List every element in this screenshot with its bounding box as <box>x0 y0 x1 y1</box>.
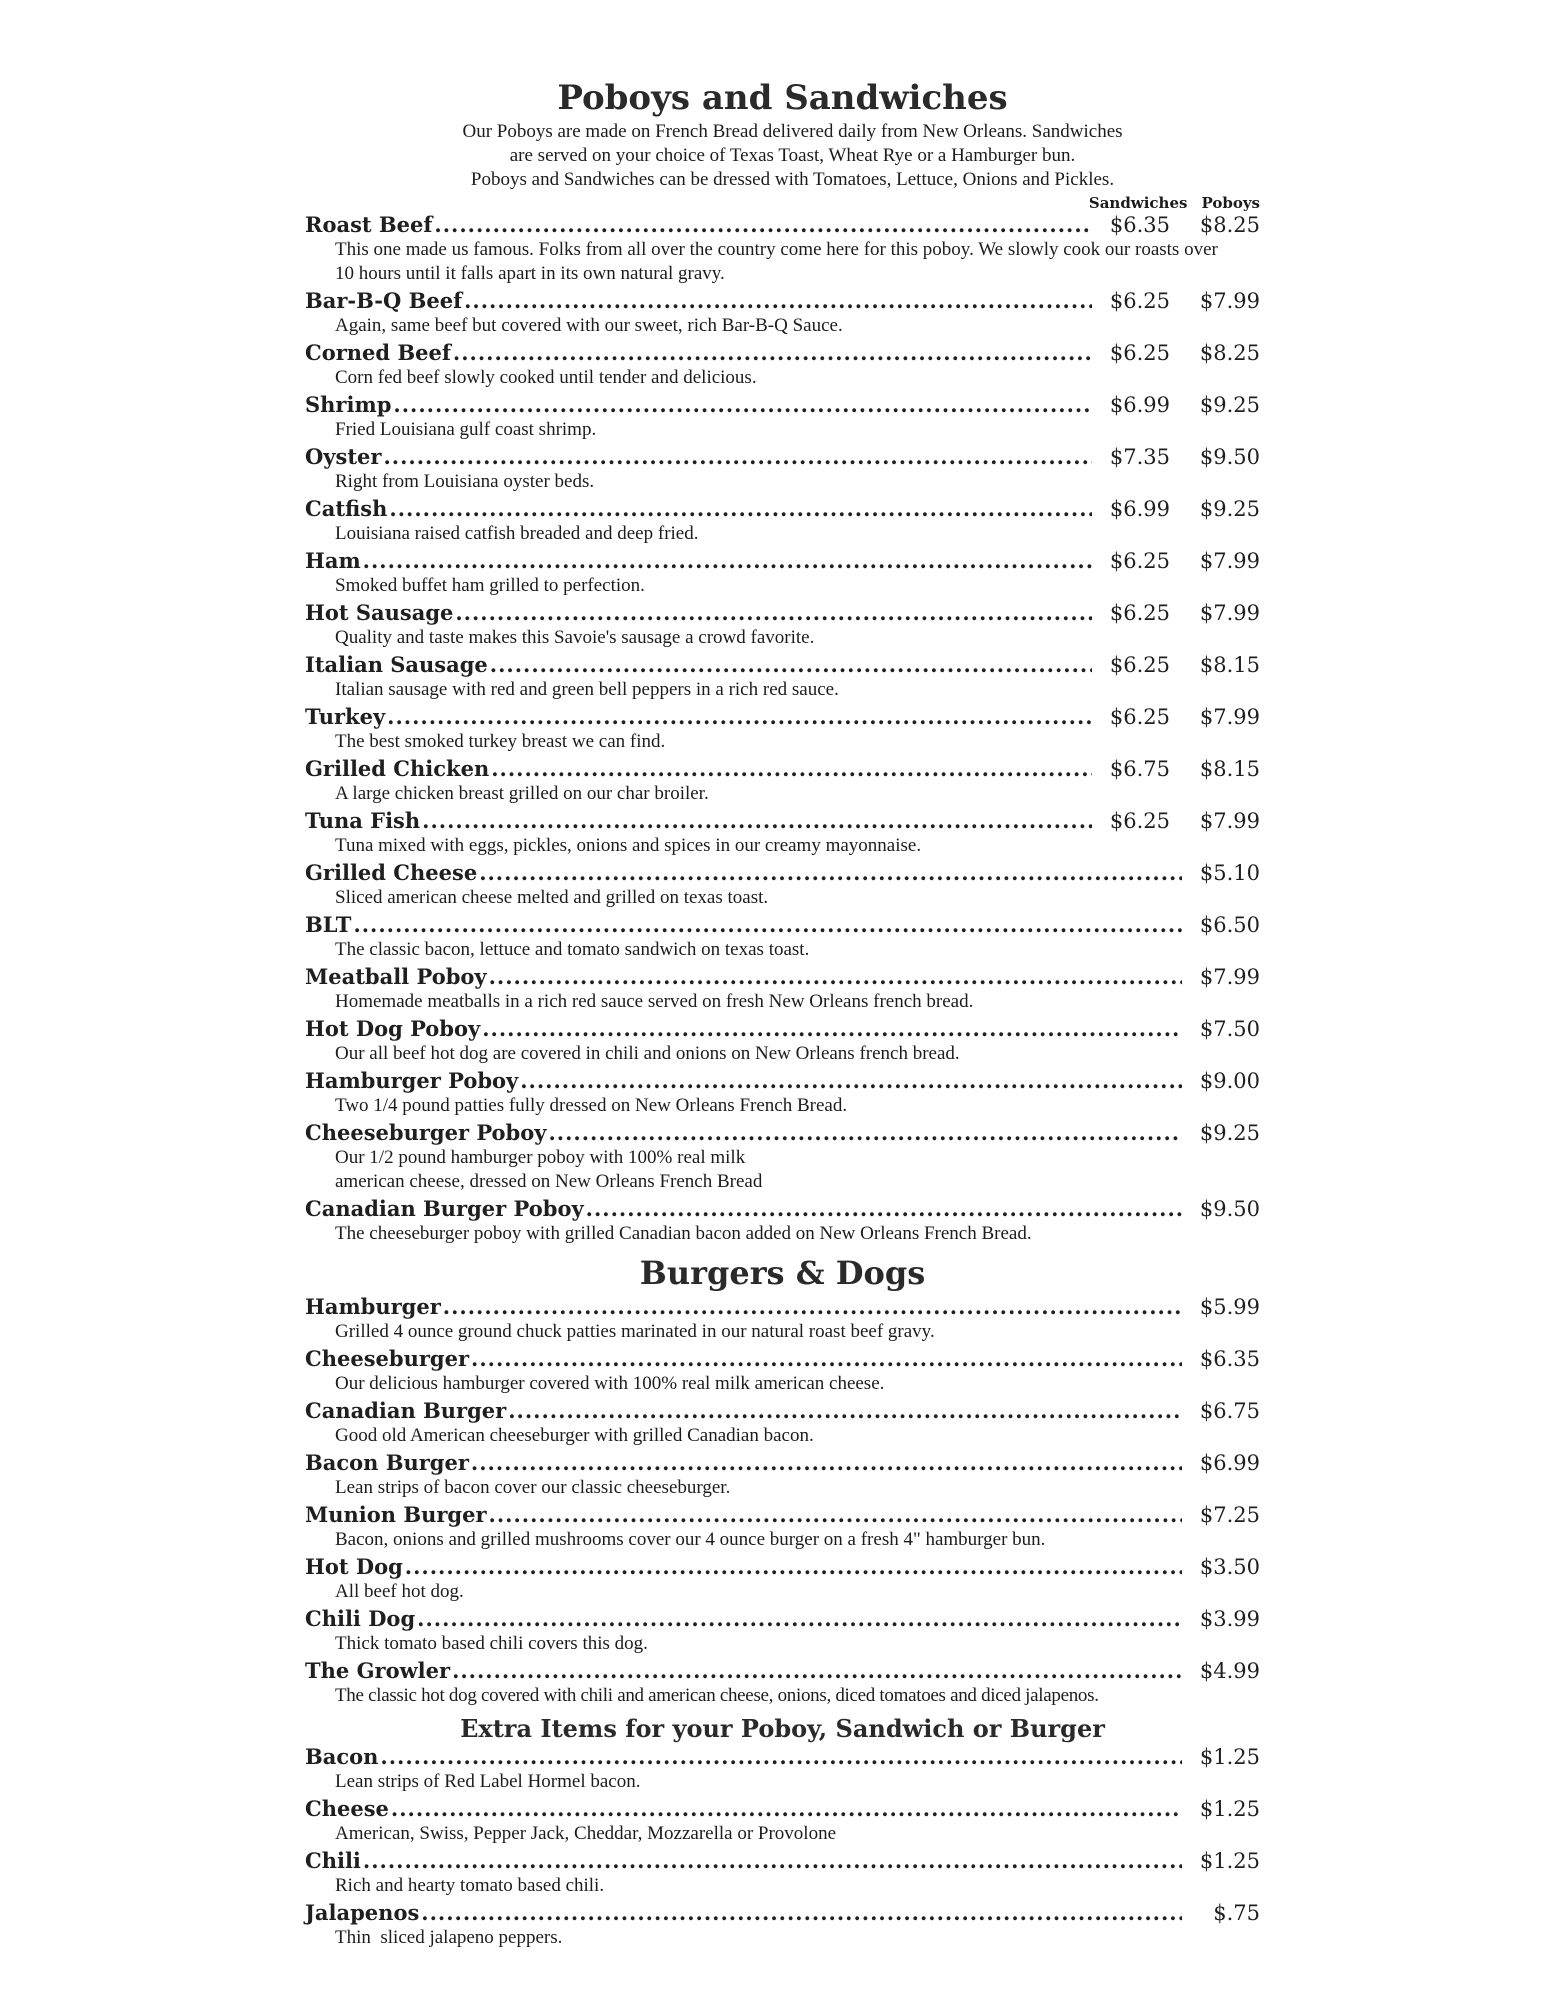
item-name: Cheeseburger Poboy <box>305 1120 547 1145</box>
item-description: Lean strips of bacon cover our classic cheeseburger. <box>335 1477 731 1498</box>
item-name: Hot Dog Poboy <box>305 1016 481 1041</box>
poboy-price: $7.99 <box>1199 601 1260 625</box>
item-row <box>305 1294 1260 1320</box>
menu-item-hot-dog <box>305 1554 1260 1604</box>
item-description: Louisiana raised catfish breaded and deep fried. <box>335 523 699 544</box>
dot-leader <box>443 1294 1182 1320</box>
dot-leader <box>464 288 1092 314</box>
sandwich-price: $6.35 <box>1109 213 1170 237</box>
dot-leader <box>391 1796 1182 1822</box>
item-description: Our all beef hot dog are covered in chili and onions on New Orleans french bread. <box>335 1043 960 1064</box>
dot-leader <box>489 964 1182 990</box>
item-description: Grilled 4 ounce ground chuck patties marinated in our natural roast beef gravy. <box>335 1321 935 1342</box>
dot-leader <box>479 860 1182 886</box>
menu-item-oyster <box>305 444 1260 494</box>
item-name: Catfish <box>305 496 388 521</box>
item-price: $7.50 <box>1199 1017 1260 1041</box>
item-row <box>305 600 1260 626</box>
item-row <box>305 212 1260 238</box>
item-name: Meatball Poboy <box>305 964 487 989</box>
item-row <box>305 1398 1260 1424</box>
menu-item-canadian-burger <box>305 1398 1260 1448</box>
sandwich-price: $6.99 <box>1109 497 1170 521</box>
item-row <box>305 704 1260 730</box>
item-description: This one made us famous. Folks from all over the country come here for this poboy. We slowly cook our roasts over 10 hours until it falls apart in its own natural gravy. <box>335 239 1218 284</box>
price-column-headers <box>305 194 1260 212</box>
item-name: Chili <box>305 1848 361 1873</box>
item-description: Right from Louisiana oyster beds. <box>335 471 595 492</box>
item-name: Chili Dog <box>305 1606 416 1631</box>
menu-item-meatball-poboy <box>305 964 1260 1014</box>
dot-leader <box>548 1120 1182 1146</box>
item-row <box>305 912 1260 938</box>
dot-leader <box>421 1900 1182 1926</box>
menu-item-grilled-cheese <box>305 860 1260 910</box>
item-price: $7.99 <box>1199 965 1260 989</box>
menu-item-hot-dog-poboy <box>305 1016 1260 1066</box>
item-row <box>305 756 1260 782</box>
item-price: $3.99 <box>1199 1607 1260 1631</box>
item-row <box>305 1900 1260 1926</box>
item-name: Italian Sausage <box>305 652 488 677</box>
item-name: Hot Dog <box>305 1554 403 1579</box>
item-name: Cheeseburger <box>305 1346 470 1371</box>
menu-item-hamburger <box>305 1294 1260 1344</box>
poboy-price: $7.99 <box>1199 705 1260 729</box>
poboys-intro <box>305 120 1260 192</box>
dot-leader <box>417 1606 1182 1632</box>
dot-leader <box>471 1450 1182 1476</box>
poboy-price: $8.25 <box>1199 213 1260 237</box>
item-description: Thick tomato based chili covers this dog. <box>335 1633 648 1654</box>
item-name: Hamburger Poboy <box>305 1068 519 1093</box>
item-name: Shrimp <box>305 392 392 417</box>
dot-leader <box>363 1848 1182 1874</box>
dot-leader <box>422 808 1092 834</box>
item-description: Again, same beef but covered with our sweet, rich Bar-B-Q Sauce. <box>335 315 843 336</box>
menu-item-turkey <box>305 704 1260 754</box>
item-row <box>305 1848 1260 1874</box>
sandwich-price: $6.25 <box>1109 705 1170 729</box>
sandwich-price: $6.25 <box>1109 549 1170 573</box>
item-description: Thin sliced jalapeno peppers. <box>335 1927 563 1948</box>
menu-item-hot-sausage <box>305 600 1260 650</box>
dot-leader <box>383 444 1092 470</box>
extras-title: Extra Items for your Poboy, Sandwich or Burger <box>460 1714 1105 1743</box>
item-name: The Growler <box>305 1658 451 1683</box>
item-row <box>305 1796 1260 1822</box>
menu-item-catfish <box>305 496 1260 546</box>
item-price: $9.50 <box>1199 1197 1260 1221</box>
item-row <box>305 1606 1260 1632</box>
menu-item-hamburger-poboy <box>305 1068 1260 1118</box>
item-description: Tuna mixed with eggs, pickles, onions and spices in our creamy mayonnaise. <box>335 835 922 856</box>
menu-item-ham <box>305 548 1260 598</box>
item-name: Roast Beef <box>305 212 433 237</box>
menu-item-shrimp <box>305 392 1260 442</box>
item-price: $5.99 <box>1199 1295 1260 1319</box>
dot-leader <box>586 1196 1182 1222</box>
dot-leader <box>455 600 1092 626</box>
item-row <box>305 1120 1260 1146</box>
item-price: $1.25 <box>1199 1797 1260 1821</box>
menu-item-bacon-burger <box>305 1450 1260 1500</box>
sandwich-price: $6.25 <box>1109 653 1170 677</box>
item-description: Italian sausage with red and green bell peppers in a rich red sauce. <box>335 679 839 700</box>
item-row <box>305 808 1260 834</box>
item-row <box>305 1744 1260 1770</box>
item-name: Bar-B-Q Beef <box>305 288 463 313</box>
menu-item-chili <box>305 1848 1260 1898</box>
item-description: Bacon, onions and grilled mushrooms cover our 4 ounce burger on a fresh 4" hamburger bun. <box>335 1529 1046 1550</box>
item-description: A large chicken breast grilled on our char broiler. <box>335 783 709 804</box>
menu-item-roast-beef <box>305 212 1260 286</box>
poboy-price: $7.99 <box>1199 809 1260 833</box>
item-row <box>305 340 1260 366</box>
item-name: Oyster <box>305 444 382 469</box>
item-name: BLT <box>305 912 352 937</box>
menu-item-jalapenos <box>305 1900 1260 1950</box>
item-price: $9.00 <box>1199 1069 1260 1093</box>
dot-leader <box>434 212 1092 238</box>
intro-line: Poboys and Sandwiches can be dressed with Tomatoes, Lettuce, Onions and Pickles. <box>470 169 1115 190</box>
intro-line: are served on your choice of Texas Toast, Wheat Rye or a Hamburger bun. <box>509 145 1076 166</box>
item-description: Good old American cheeseburger with grilled Canadian bacon. <box>335 1425 814 1446</box>
item-row <box>305 860 1260 886</box>
item-row <box>305 652 1260 678</box>
dot-leader <box>508 1398 1182 1424</box>
item-description: All beef hot dog. <box>335 1581 464 1602</box>
item-name: Munion Burger <box>305 1502 487 1527</box>
col-sandwiches: Sandwiches <box>1088 194 1188 212</box>
burgers-title: Burgers & Dogs <box>639 1254 926 1292</box>
item-description: The classic bacon, lettuce and tomato sandwich on texas toast. <box>335 939 810 960</box>
menu-item-cheeseburger <box>305 1346 1260 1396</box>
item-name: Tuna Fish <box>305 808 421 833</box>
item-name: Cheese <box>305 1796 389 1821</box>
item-description: Two 1/4 pound patties fully dressed on New Orleans French Bread. <box>335 1095 848 1116</box>
dot-leader <box>490 652 1092 678</box>
dot-leader <box>453 340 1092 366</box>
menu-item-italian-sausage <box>305 652 1260 702</box>
menu-item-cheese <box>305 1796 1260 1846</box>
item-row <box>305 496 1260 522</box>
item-description: The best smoked turkey breast we can find. <box>335 731 666 752</box>
item-row <box>305 1196 1260 1222</box>
item-description: American, Swiss, Pepper Jack, Cheddar, Mozzarella or Provolone <box>335 1823 837 1844</box>
item-row <box>305 1346 1260 1372</box>
item-name: Jalapenos <box>305 1900 420 1925</box>
item-name: Canadian Burger <box>305 1398 507 1423</box>
item-price: $7.25 <box>1199 1503 1260 1527</box>
dot-leader <box>353 912 1182 938</box>
dot-leader <box>471 1346 1182 1372</box>
menu-item-grilled-chicken <box>305 756 1260 806</box>
item-row <box>305 444 1260 470</box>
dot-leader <box>387 704 1092 730</box>
item-row <box>305 1658 1260 1684</box>
item-row <box>305 1068 1260 1094</box>
menu-item-tuna-fish <box>305 808 1260 858</box>
item-price: $4.99 <box>1199 1659 1260 1683</box>
item-description: Our 1/2 pound hamburger poboy with 100% real milk american cheese, dressed on New Orleans French Bread <box>335 1147 763 1192</box>
poboy-price: $7.99 <box>1199 289 1260 313</box>
item-description: Fried Louisiana gulf coast shrimp. <box>335 419 597 440</box>
item-row <box>305 1450 1260 1476</box>
item-name: Bacon Burger <box>305 1450 469 1475</box>
menu-item-the-growler <box>305 1658 1260 1708</box>
poboy-price: $9.25 <box>1199 393 1260 417</box>
item-row <box>305 288 1260 314</box>
menu-item-cheeseburger-poboy <box>305 1120 1260 1194</box>
item-name: Bacon <box>305 1744 379 1769</box>
poboy-price: $8.15 <box>1199 653 1260 677</box>
dot-leader <box>405 1554 1182 1580</box>
dot-leader <box>393 392 1092 418</box>
dot-leader <box>363 548 1092 574</box>
menu-item-canadian-burger-poboy <box>305 1196 1260 1246</box>
item-description: The cheeseburger poboy with grilled Canadian bacon added on New Orleans French Bread. <box>335 1223 1032 1244</box>
item-row <box>305 392 1260 418</box>
dot-leader <box>389 496 1092 522</box>
item-name: Grilled Cheese <box>305 860 478 885</box>
item-description: Our delicious hamburger covered with 100% real milk american cheese. <box>335 1373 885 1394</box>
poboys-title: Poboys and Sandwiches <box>557 78 1008 118</box>
item-price: $.75 <box>1213 1901 1260 1925</box>
sandwich-price: $6.25 <box>1109 289 1170 313</box>
dot-leader <box>489 1502 1182 1528</box>
item-price: $1.25 <box>1199 1849 1260 1873</box>
item-price: $3.50 <box>1199 1555 1260 1579</box>
item-name: Turkey <box>305 704 386 729</box>
sandwich-price: $6.99 <box>1109 393 1170 417</box>
dot-leader <box>380 1744 1182 1770</box>
item-name: Hot Sausage <box>305 600 454 625</box>
menu-item-bacon <box>305 1744 1260 1794</box>
item-description: Smoked buffet ham grilled to perfection. <box>335 575 645 596</box>
poboy-price: $8.25 <box>1199 341 1260 365</box>
item-description: Sliced american cheese melted and grilled on texas toast. <box>335 887 769 908</box>
col-poboys: Poboys <box>1201 194 1260 212</box>
item-row <box>305 548 1260 574</box>
menu-item-chili-dog <box>305 1606 1260 1656</box>
item-row <box>305 964 1260 990</box>
menu-item-munion-burger <box>305 1502 1260 1552</box>
item-price: $6.50 <box>1199 913 1260 937</box>
item-price: $9.25 <box>1199 1121 1260 1145</box>
item-price: $6.35 <box>1199 1347 1260 1371</box>
poboy-price: $9.50 <box>1199 445 1260 469</box>
item-price: $6.75 <box>1199 1399 1260 1423</box>
menu-item-bbq-beef <box>305 288 1260 338</box>
item-description: Quality and taste makes this Savoie's sausage a crowd favorite. <box>335 627 815 648</box>
item-name: Corned Beef <box>305 340 451 365</box>
dot-leader <box>491 756 1092 782</box>
item-price: $1.25 <box>1199 1745 1260 1769</box>
item-name: Hamburger <box>305 1294 441 1319</box>
intro-line: Our Poboys are made on French Bread delivered daily from New Orleans. Sandwiches <box>462 121 1123 142</box>
item-price: $5.10 <box>1199 861 1260 885</box>
item-name: Canadian Burger Poboy <box>305 1196 584 1221</box>
poboy-price: $9.25 <box>1199 497 1260 521</box>
dot-leader <box>482 1016 1182 1042</box>
item-description: Rich and hearty tomato based chili. <box>335 1875 605 1896</box>
item-row <box>305 1502 1260 1528</box>
menu-item-blt <box>305 912 1260 962</box>
poboy-price: $7.99 <box>1199 549 1260 573</box>
sandwich-price: $6.25 <box>1109 341 1170 365</box>
item-row <box>305 1016 1260 1042</box>
item-name: Ham <box>305 548 361 573</box>
dot-leader <box>520 1068 1182 1094</box>
menu-item-corned-beef <box>305 340 1260 390</box>
menu-page <box>305 78 1260 1952</box>
item-row <box>305 1554 1260 1580</box>
sandwich-price: $6.75 <box>1109 757 1170 781</box>
item-description: Homemade meatballs in a rich red sauce served on fresh New Orleans french bread. <box>335 991 974 1012</box>
sandwich-price: $7.35 <box>1109 445 1170 469</box>
item-description: Lean strips of Red Label Hormel bacon. <box>335 1771 641 1792</box>
item-name: Grilled Chicken <box>305 756 490 781</box>
sandwich-price: $6.25 <box>1109 601 1170 625</box>
poboy-price: $8.15 <box>1199 757 1260 781</box>
item-description: Corn fed beef slowly cooked until tender and delicious. <box>335 367 757 388</box>
dot-leader <box>452 1658 1182 1684</box>
item-price: $6.99 <box>1199 1451 1260 1475</box>
item-description: The classic hot dog covered with chili and american cheese, onions, diced tomatoes and diced jalapenos. <box>335 1685 1099 1706</box>
sandwich-price: $6.25 <box>1109 809 1170 833</box>
